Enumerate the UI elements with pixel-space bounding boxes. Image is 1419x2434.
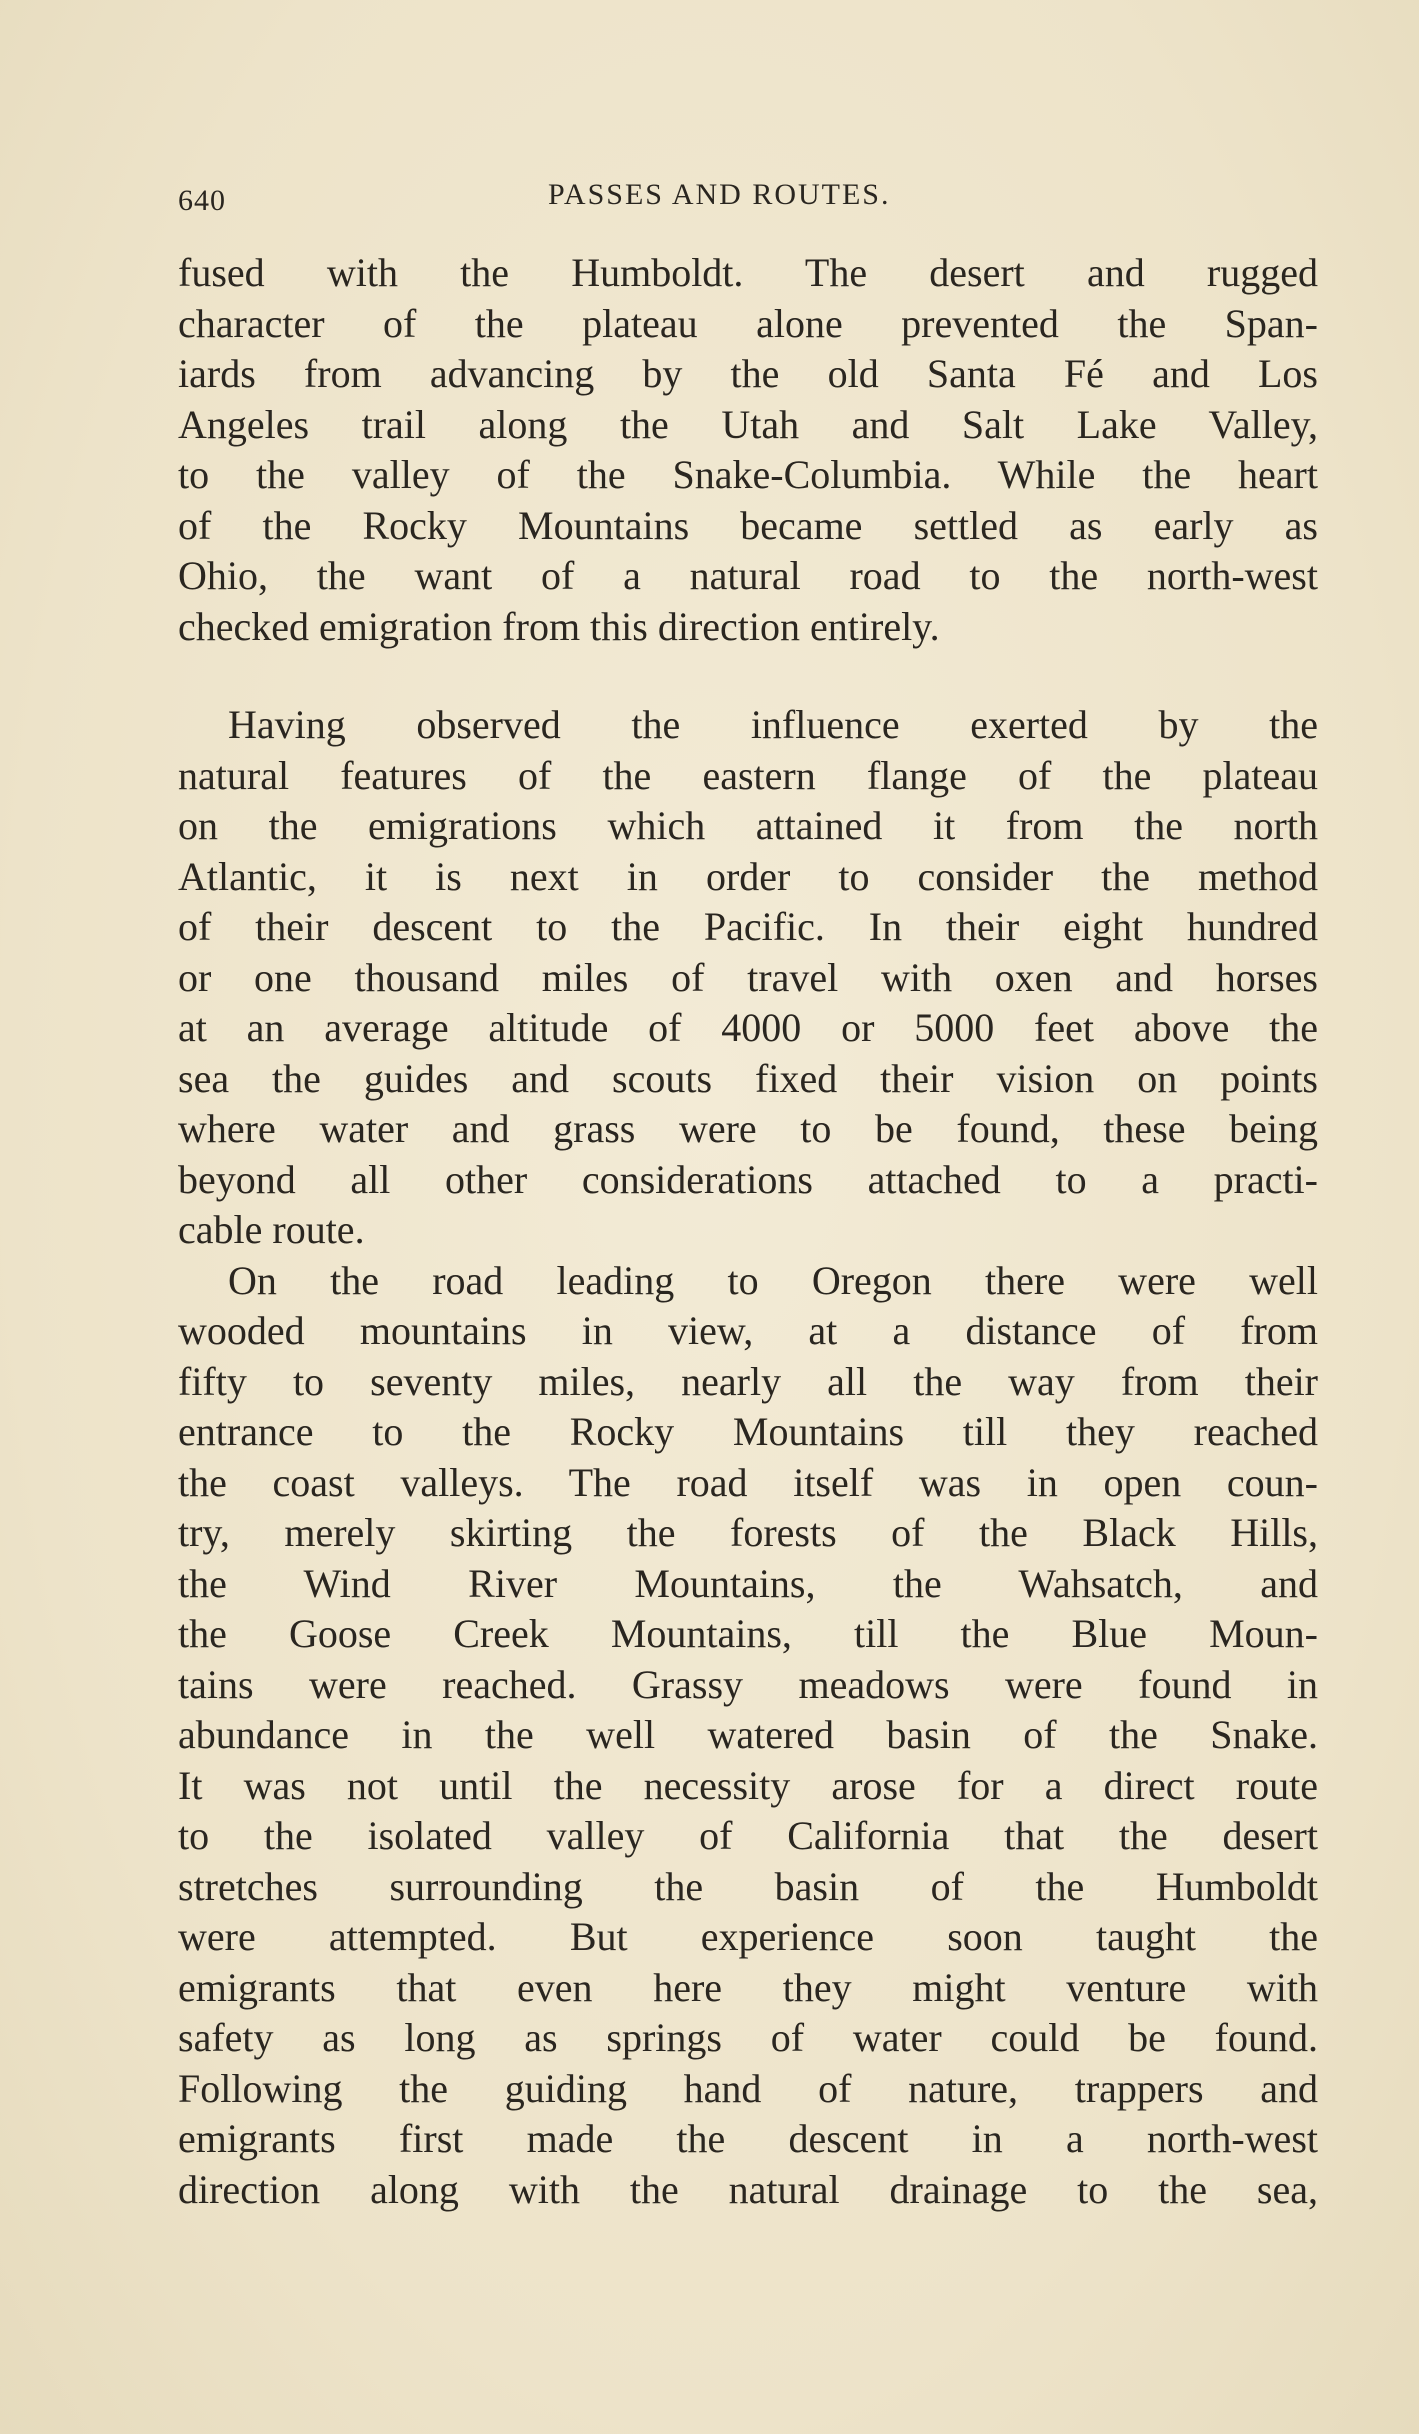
page-number: 640 (178, 184, 226, 217)
running-title: PASSES AND ROUTES. (548, 178, 891, 211)
text-line: cable route. (178, 1207, 365, 1252)
text-line: the coast valleys. The road itself was in open coun- (178, 1459, 1318, 1505)
text-line: the Wind River Mountains, the Wahsatch, and (178, 1560, 1318, 1606)
text-line: stretches surrounding the basin of the Humboldt (178, 1863, 1318, 1909)
text-line: iards from advancing by the old Santa Fé and Los (178, 351, 1318, 396)
text-line: emigrants that even here they might venture with (178, 1964, 1318, 2010)
text-line: character of the plateau alone prevented the Span- (178, 300, 1318, 346)
text-line: were attempted. But experience soon taught the (178, 1914, 1318, 1959)
text-line: It was not until the necessity arose for a direct route (178, 1762, 1318, 1808)
page-header (178, 178, 1318, 228)
text-line: wooded mountains in view, at a distance of from (178, 1308, 1318, 1353)
text-line: abundance in the well watered basin of the Snake. (178, 1712, 1318, 1757)
text-line: Atlantic, it is next in order to consider the method (178, 853, 1318, 899)
text-line: natural features of the eastern flange of the plateau (178, 752, 1318, 798)
text-line: On the road leading to Oregon there were well (228, 1257, 1318, 1303)
text-line: checked emigration from this direction entirely. (178, 603, 940, 649)
text-line: at an average altitude of 4000 or 5000 feet above the (178, 1005, 1318, 1050)
body-text (178, 248, 1318, 2215)
text-line: tains were reached. Grassy meadows were found in (178, 1661, 1318, 1707)
text-line: Having observed the influence exerted by the (228, 702, 1318, 747)
text-line: of the Rocky Mountains became settled as early as (178, 502, 1318, 548)
text-line: to the isolated valley of California that the desert (178, 1813, 1318, 1858)
text-line: Following the guiding hand of nature, trappers and (178, 2065, 1318, 2111)
text-line: try, merely skirting the forests of the Black Hills, (178, 1510, 1318, 1555)
text-line: fused with the Humboldt. The desert and rugged (178, 250, 1318, 295)
text-line: of their descent to the Pacific. In their eight hundred (178, 904, 1318, 949)
text-line: to the valley of the Snake-Columbia. While the heart (178, 452, 1318, 497)
text-line: fifty to seventy miles, nearly all the way from their (178, 1358, 1318, 1404)
text-line: safety as long as springs of water could be found. (178, 2015, 1318, 2060)
text-line: Angeles trail along the Utah and Salt Lake Valley, (178, 401, 1318, 447)
text-line: on the emigrations which attained it from the north (178, 803, 1318, 848)
text-line: Ohio, the want of a natural road to the north-west (178, 553, 1318, 598)
text-line: where water and grass were to be found, these being (178, 1106, 1318, 1151)
paragraph-1 (178, 248, 1318, 652)
text-line: direction along with the natural drainage to the sea, (178, 2166, 1318, 2212)
text-line: emigrants first made the descent in a north-west (178, 2116, 1318, 2161)
text-line: entrance to the Rocky Mountains till they reached (178, 1409, 1318, 1454)
text-line: the Goose Creek Mountains, till the Blue Moun- (178, 1611, 1318, 1656)
text-line: beyond all other considerations attached to a practi- (178, 1156, 1318, 1202)
text-line: or one thousand miles of travel with oxen and horses (178, 954, 1318, 1000)
paragraph-spacer (178, 652, 1318, 700)
text-line: sea the guides and scouts fixed their vision on points (178, 1055, 1318, 1101)
paragraph-2 (178, 700, 1318, 1256)
paragraph-3 (178, 1256, 1318, 2216)
